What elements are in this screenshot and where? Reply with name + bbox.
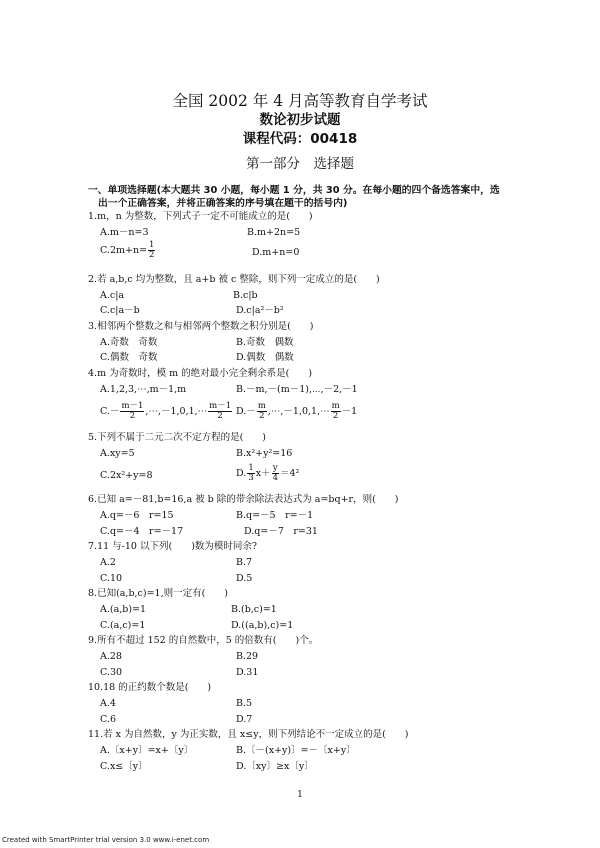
- q5-option-d-middle: x＋: [255, 468, 271, 479]
- q9-stem: 9.所有不超过 152 的自然数中，5 的倍数有( )个。: [88, 635, 319, 646]
- subject-title: 数论初步试题: [259, 112, 341, 128]
- q9-option-c: C.30: [100, 667, 123, 678]
- q5-option-b: B.x²+y²=16: [236, 448, 293, 459]
- q7-option-d: D.5: [236, 573, 253, 584]
- q2-option-d: D.c|a²－b²: [236, 305, 284, 316]
- q6-stem: 6.已知 a=－81,b=16,a 被 b 除的带余除法表达式为 a=bq+r，则( ): [88, 494, 399, 505]
- q1-option-c: [100, 241, 156, 260]
- q4-option-d-prefix: D.－: [236, 406, 256, 417]
- q4-option-d-suffix: －1: [341, 406, 358, 417]
- q4-stem: 4.m 为奇数时，模 m 的绝对最小完全剩余系是( ): [88, 368, 313, 379]
- q6-option-c: C.q=－4 r=－17: [100, 526, 184, 537]
- fraction-numerator: m: [331, 401, 340, 411]
- q11-stem: 11.若 x 为自然数，y 为正实数，且 x≤y，则下列结论不一定成立的是( ): [88, 729, 409, 740]
- part-title: 第一部分 选择题: [246, 156, 354, 172]
- q10-stem: 10.18 的正约数个数是( ): [88, 682, 212, 693]
- q5-option-d-fraction-1: [247, 464, 254, 483]
- fraction-denominator: 2: [332, 411, 339, 421]
- fraction-denominator: 2: [129, 411, 136, 421]
- fraction-numerator: m－1: [209, 401, 232, 411]
- q3-stem: 3.相邻两个整数之和与相邻两个整数之积分别是( ): [88, 321, 314, 332]
- q2-option-a: A.c|a: [100, 290, 125, 301]
- q6-option-d: D.q=－7 r=31: [244, 526, 318, 537]
- fraction-numerator: 1: [149, 240, 155, 250]
- q8-option-a: A.(a,b)=1: [100, 604, 147, 615]
- fraction-numerator: m: [257, 401, 266, 411]
- exam-title: 全国 2002 年 4 月高等教育自学考试: [172, 92, 428, 110]
- q5-option-a: A.xy=5: [100, 448, 135, 459]
- q5-stem: 5.下列不属于二元二次不定方程的是( ): [88, 432, 266, 443]
- fraction-denominator: 2: [149, 250, 155, 260]
- q7-option-b: B.7: [236, 557, 253, 568]
- page-number: 1: [297, 790, 303, 800]
- q11-option-b: B.〔－(x+y)〕=－〔x+y〕: [236, 745, 356, 756]
- q8-stem: 8.已知(a,b,c)=1,则一定有( ): [88, 588, 229, 599]
- q5-option-d-fraction-2: [272, 464, 279, 483]
- q4-option-b: B.－m,－(m－1),⋯,－2,－1: [236, 384, 358, 395]
- q1-option-c-prefix: C.2m+n=: [100, 245, 148, 256]
- q9-option-a: A.28: [100, 651, 122, 662]
- q4-option-d-fraction-2: [331, 402, 341, 421]
- q11-option-a: A.〔x+y〕=x+〔y〕: [100, 745, 194, 756]
- section-instructions-line2: 出一个正确答案，并将正确答案的序号填在题干的括号内): [98, 198, 348, 209]
- q6-option-a: A.q=－6 r=15: [100, 510, 174, 521]
- q1-option-d: D.m+n=0: [252, 247, 300, 258]
- q2-option-c: C.c|a－b: [100, 305, 140, 316]
- q4-option-d-fraction: [257, 402, 267, 421]
- q5-option-d-prefix: D.: [236, 468, 247, 479]
- q2-stem: 2.若 a,b,c 均为整数，且 a+b 被 c 整除，则下列一定成立的是( ): [88, 274, 380, 285]
- fraction-denominator: 3: [248, 473, 254, 483]
- q4-option-c-middle: ,⋯,－1,0,1,⋯: [145, 406, 208, 417]
- q8-option-d: D.((a,b),c)=1: [231, 620, 294, 631]
- q2-option-b: B.c|b: [233, 290, 258, 301]
- q3-option-b: B.奇数 偶数: [236, 337, 294, 348]
- q9-option-d: D.31: [236, 667, 259, 678]
- q4-option-c: [100, 402, 233, 421]
- fraction-denominator: 2: [217, 411, 223, 421]
- q7-option-c: C.10: [100, 573, 123, 584]
- fraction-numerator: y: [272, 463, 278, 473]
- q11-option-c: C.x≤〔y〕: [100, 761, 148, 772]
- q10-option-a: A.4: [100, 698, 116, 709]
- section-instructions-line1: 一、单项选择题(本大题共 30 小题，每小题 1 分，共 30 分。在每小题的四个备选答案中，选: [88, 185, 500, 196]
- q3-option-c: C.偶数 奇数: [100, 352, 158, 363]
- q3-option-a: A.奇数 奇数: [100, 337, 158, 348]
- q4-option-d: [236, 402, 357, 421]
- q7-stem: 7.11 与-10 以下列( )数为模时同余?: [88, 541, 257, 552]
- q10-option-d: D.7: [236, 714, 253, 725]
- q4-option-a: A.1,2,3,⋯,m－1,m: [100, 384, 187, 395]
- q5-option-d-suffix: ＝4²: [280, 468, 300, 479]
- q1-stem: 1.m，n 为整数，下列式子一定不可能成立的是( ): [88, 211, 313, 222]
- q8-option-b: B.(b,c)=1: [231, 604, 277, 615]
- q9-option-b: B.29: [236, 651, 259, 662]
- q10-option-c: C.6: [100, 714, 116, 725]
- fraction-numerator: m－1: [121, 401, 144, 411]
- q4-option-c-fraction-2: [208, 402, 232, 421]
- q4-option-c-fraction: [120, 402, 144, 421]
- fraction-numerator: 1: [248, 463, 254, 473]
- q4-option-c-prefix: C.－: [100, 406, 120, 417]
- q4-option-d-middle: ,⋯,－1,0,1,⋯: [267, 406, 330, 417]
- q7-option-a: A.2: [100, 557, 116, 568]
- q3-option-d: D.偶数 偶数: [236, 352, 294, 363]
- footer-watermark: Created with SmartPrinter trial version 3.0 www.i-enet.com: [2, 836, 210, 844]
- q5-option-c: C.2x²+y=8: [100, 470, 153, 481]
- course-code: 课程代码：00418: [242, 131, 358, 147]
- q1-option-c-fraction: [148, 241, 155, 260]
- fraction-denominator: 4: [272, 473, 279, 483]
- q1-option-b: B.m+2n=5: [247, 227, 301, 238]
- q11-option-d: D.〔xy〕≥x〔y〕: [236, 761, 314, 772]
- q6-option-b: B.q=－5 r=－1: [236, 510, 314, 521]
- q1-option-a: A.m－n=3: [100, 227, 149, 238]
- fraction-denominator: 2: [259, 411, 265, 421]
- q5-option-d: [236, 464, 299, 483]
- q8-option-c: C.(a,c)=1: [100, 620, 146, 631]
- q10-option-b: B.5: [236, 698, 253, 709]
